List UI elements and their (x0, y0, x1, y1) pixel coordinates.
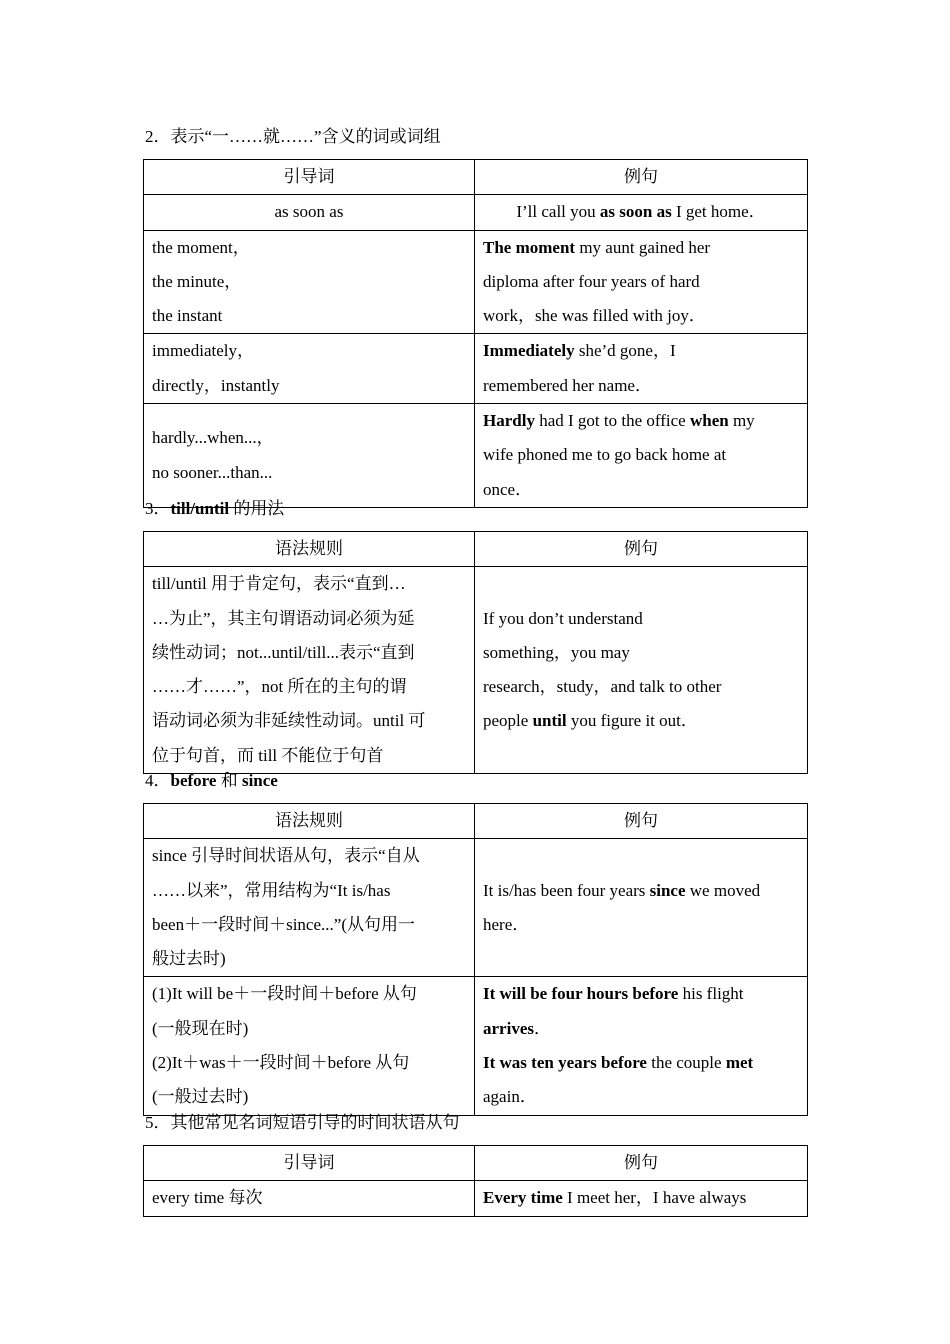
example-cell: Immediately she’d gone，I remembered her name． (475, 334, 808, 404)
table-header-row (144, 160, 808, 195)
table-row (144, 404, 808, 508)
header-cell: 引导词 (144, 1146, 475, 1181)
example-cell: I’ll call you as soon as I get home． (475, 195, 808, 230)
example-cell: Every time I meet her，I have always (475, 1181, 808, 1216)
example-cell: If you don’t understand something，you may research，study，and talk to other people until you figure it out． (475, 567, 808, 774)
section-3-table (143, 531, 808, 774)
header-cell: 语法规则 (144, 532, 475, 567)
table-header-row (144, 1146, 808, 1181)
header-cell: 例句 (475, 160, 808, 195)
word-cell: every time 每次 (144, 1181, 475, 1216)
word-cell: as soon as (144, 195, 475, 230)
table-header-row (144, 804, 808, 839)
example-cell: Hardly had I got to the office when my wife phoned me to go back home at once． (475, 404, 808, 508)
table-row (144, 567, 808, 774)
header-cell: 例句 (475, 804, 808, 839)
section-4-table (143, 803, 808, 1116)
table-row (144, 230, 808, 334)
example-cell: It is/has been four years since we moved here． (475, 839, 808, 977)
rule-cell: (1)It will be＋一段时间＋before 从句 (一般现在时) (2)It＋was＋一段时间＋before 从句 (一般过去时) (144, 977, 475, 1115)
table-row (144, 977, 808, 1115)
table-row (144, 334, 808, 404)
rule-cell: since 引导时间状语从句，表示“自从 ……以来”，常用结构为“It is/has been＋一段时间＋since...”(从句用一 般过去时) (144, 839, 475, 977)
example-cell: It will be four hours before his flight arrives． It was ten years before the couple met again． (475, 977, 808, 1115)
word-cell: immediately， directly，instantly (144, 334, 475, 404)
section-5-heading: 5．其他常见名词短语引导的时间状语从句 (145, 1113, 460, 1132)
table-row (144, 1181, 808, 1216)
example-cell: The moment my aunt gained her diploma after four years of hard work，she was filled with joy． (475, 230, 808, 334)
section-2-heading: 2．表示“一……就……”含义的词或词组 (145, 127, 441, 146)
header-cell: 引导词 (144, 160, 475, 195)
header-cell: 例句 (475, 1146, 808, 1181)
section-2-table (143, 159, 808, 508)
table-row (144, 195, 808, 230)
section-4-heading: 4．before 和 since (145, 771, 278, 790)
word-cell: the moment， the minute， the instant (144, 230, 475, 334)
table-row (144, 839, 808, 977)
header-cell: 语法规则 (144, 804, 475, 839)
word-cell: hardly...when...， no sooner...than... (144, 404, 475, 508)
section-3-heading: 3．till/until 的用法 (145, 499, 285, 518)
table-header-row (144, 532, 808, 567)
section-5-table (143, 1145, 808, 1217)
rule-cell: till/until 用于肯定句，表示“直到… …为止”，其主句谓语动词必须为延 续性动词；not...until/till...表示“直到 ……才……”，not 所在的主句的谓 语动词必须为非延续性动词。until 可 位于句首，而 till 不能位于句首 (144, 567, 475, 774)
header-cell: 例句 (475, 532, 808, 567)
